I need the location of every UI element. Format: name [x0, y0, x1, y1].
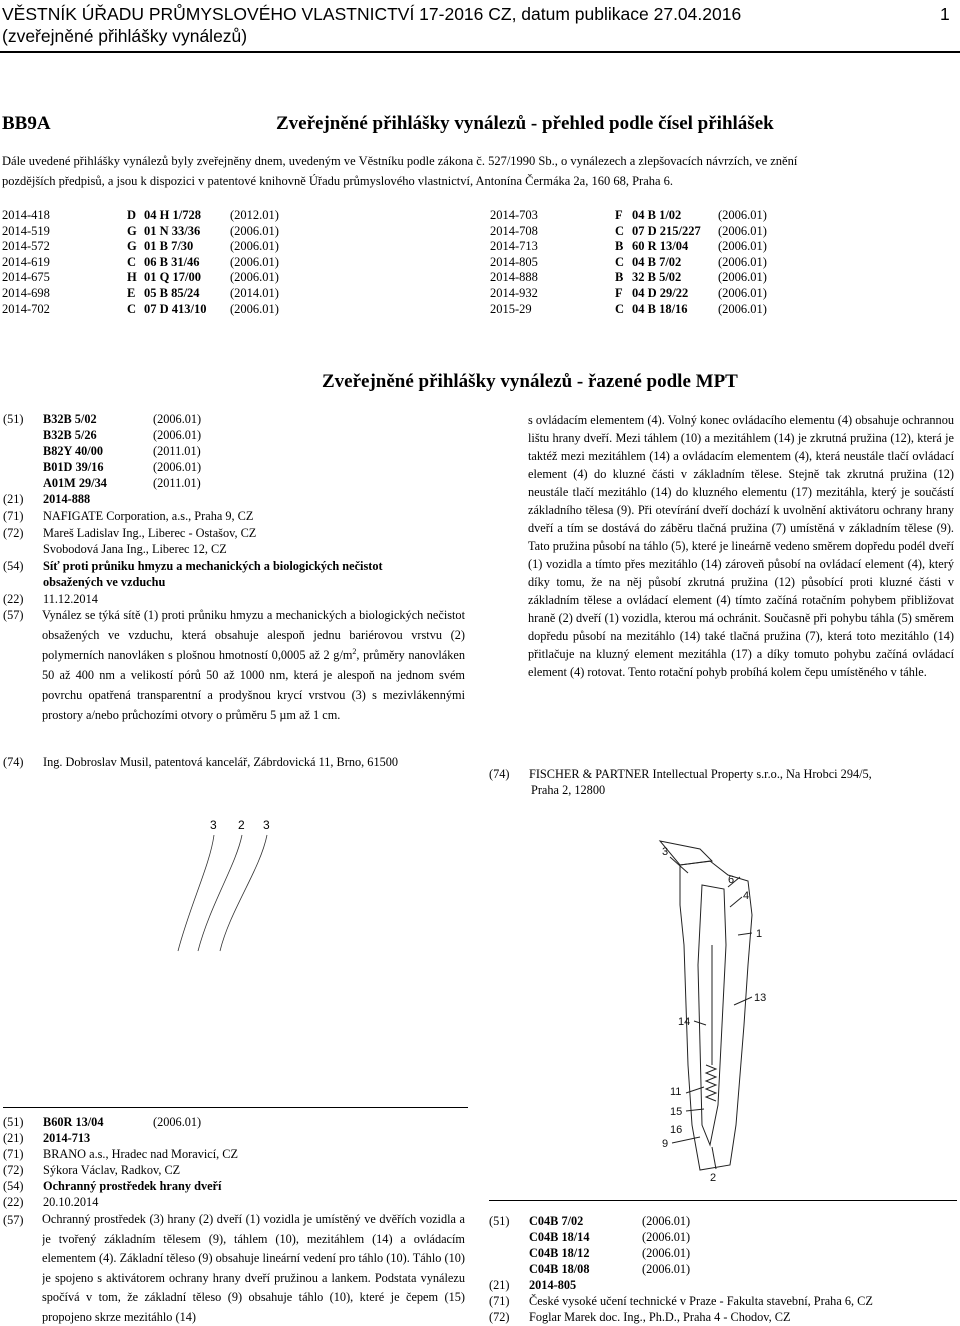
ipc-class: 01 B 7/30 [144, 239, 194, 254]
application-number: 2014-619 [2, 254, 50, 269]
entry1-figure [170, 815, 290, 955]
fig-label: 6 [728, 874, 735, 886]
ipc-class: A01M 29/34 [43, 476, 107, 490]
abstract-text: Vynález se týká sítě (1) proti průniku hmyzu a mechanických a biologických nečistot obsažených ve vzduchu, která obsahuje alespoň jednu bariérovou vrstvu (2) polymerních nanovláken s plošnou hmotností 0,0005 až 2 g/m [42, 608, 465, 662]
fig-label: 16 [670, 1124, 683, 1136]
field-label: (51) [489, 1214, 510, 1228]
ipc-class: C04B 18/12 [529, 1246, 590, 1260]
field-label: (72) [3, 526, 24, 540]
fig-label: 3 [662, 846, 669, 858]
ipc-version: (2006.01) [642, 1230, 691, 1244]
ipc-version: (2011.01) [153, 444, 201, 458]
field-label: (57) [3, 1213, 24, 1227]
inventor: Svobodová Jana Ing., Liberec 12, CZ [43, 542, 227, 556]
fig-body-outline [680, 861, 752, 1170]
invention-title: Síť proti průniku hmyzu a mechanických a biologických nečistot [43, 559, 383, 573]
ipc-class: 04 B 7/02 [632, 254, 682, 269]
ipc-class: C04B 7/02 [529, 1214, 584, 1228]
abstract-text-cont: , průměry nanovláken 50 až 400 nm a velikostí pórů 50 až 1000 nm, která je alespoň na jednom svém povrchu opatřená transparentní a prodyšnou krycí vrstvou (3) s mezivlákennými prostory a/nebo průchozími otvory o průměru 5 µm až 1 cm. [42, 648, 465, 722]
inventor: Mareš Ladislav Ing., Liberec - Ostašov, CZ [43, 526, 257, 540]
ipc-class: B32B 5/02 [43, 412, 97, 426]
fig-label: 15 [670, 1106, 683, 1118]
fig-leader-line [672, 1137, 700, 1143]
fig-label: 3 [263, 818, 270, 832]
ipc-class: 04 B 1/02 [632, 208, 682, 222]
entry-separator-left [3, 1107, 468, 1108]
ipc-version: (2006.01) [230, 223, 279, 238]
ipc-class: 05 B 85/24 [144, 286, 200, 300]
ipc-section: C [615, 301, 625, 316]
field-label: (71) [3, 509, 24, 523]
fig-leader-line [670, 857, 688, 873]
field-label: (72) [489, 1310, 510, 1324]
ipc-version: (2006.01) [153, 1115, 202, 1129]
abstract-sup: 2 [352, 646, 357, 656]
ipc-section: E [127, 286, 136, 300]
applicant: NAFIGATE Corporation, a.s., Praha 9, CZ [43, 509, 254, 523]
ipc-section: F [615, 286, 623, 300]
header-rule [0, 51, 960, 53]
ipc-class: 01 Q 17/00 [144, 270, 201, 285]
field-label: (74) [489, 767, 510, 781]
header-title: VĚSTNÍK ÚŘADU PRŮMYSLOVÉHO VLASTNICTVÍ 17-2016 CZ, datum publikace 27.04.2016 [2, 4, 742, 24]
ipc-version: (2006.01) [718, 223, 767, 238]
fig-label: 14 [678, 1016, 691, 1028]
ipc-version: (2006.01) [642, 1246, 691, 1260]
field-label: (22) [3, 592, 24, 606]
inventor: Sýkora Václav, Radkov, CZ [43, 1163, 181, 1177]
ipc-class: 32 B 5/02 [632, 270, 682, 285]
filing-date: 20.10.2014 [43, 1195, 99, 1209]
application-number: 2014-703 [490, 208, 538, 222]
field-label: (72) [3, 1163, 24, 1177]
ipc-version: (2006.01) [718, 286, 767, 300]
application-number: 2014-698 [2, 286, 50, 300]
fig-label: 11 [670, 1086, 682, 1098]
ipc-section: B [615, 270, 624, 285]
fig-leader-line [178, 835, 214, 951]
ipc-version: (2006.01) [230, 301, 279, 316]
entry2-abstract-continued: s ovládacím elementem (4). Volný konec ovládacího elementu (4) obsahuje ochrannou lištu hrany dveří. Mezi táhlem (10) a mezitáhlem (14) je zkrutná pružina (12), která je taktéž mezi mezitáhlem (14) a ovládacím elementem (4), která neustále tlačí ovládací element (4) do kluzné části v základním tělese. Stejně tak zkrutná pružina (12) neustále tlačí mezitáhlo (14) do kluzného elementu (17) mezitáhla, který je součástí základního tělesa (9). Při otevírání dveří dochází k uvolnění aktivátoru ochrany hrany dveří a tím se dostává do záběru tlačná pružina (7) umístěná v základním tělese (9). Tato pružina působí na táhlo (5), které je lineárně vedeno směrem dopředu podél dveří (1) vozidla a tímto přes mezitáhlo (14) zároveň působí na ovládací element (4), který díky tomu, že na něj působí zkrutná pružina (12) působící proti kluzné části v základním tělese a ovládací element (4) tímto začíná rotačním pohybem přibližovat hraně (2) dveří (1) vozidla, kterou má ochránit. Současně při pohybu táhla (5) směrem dopředu působí na mezitáhlo (14) také tlačná pružina (7), která toto mezitáhlo (14) přitlačuje na kluzný element mezitáhla (17) a díky tomuto pohybu začíná ovládací element (4) rotovat. Tento rotační pohyb probíhá kolem čepu umístěného v táhle. [528, 413, 954, 679]
section2-title: Zveřejněné přihlášky vynálezů - řazené podle MPT [322, 371, 738, 392]
application-number: 2014-675 [2, 270, 50, 285]
intro-line-1: Dále uvedené přihlášky vynálezů byly zveřejněny dnem, uvedeným ve Věstníku podle zákona č. 527/1990 Sb., o vynálezech a zlepšovacích návrzích, ve znění [2, 154, 798, 168]
ipc-version: (2011.01) [153, 476, 201, 490]
application-number: 2014-713 [490, 239, 538, 254]
fig-label: 2 [238, 818, 245, 832]
fig-leader-line [738, 933, 752, 935]
invention-title-cont: obsažených ve vzduchu [43, 575, 166, 589]
application-number: 2014-805 [490, 254, 538, 269]
header-subtitle: (zveřejněné přihlášky vynálezů) [2, 26, 248, 46]
section-title: Zveřejněné přihlášky vynálezů - přehled podle čísel přihlášek [276, 113, 774, 134]
attorney: FISCHER & PARTNER Intellectual Property s.r.o., Na Hrobci 294/5, [529, 767, 872, 781]
fig-leader-line [694, 1021, 706, 1025]
fig-label: 4 [743, 890, 750, 902]
intro-line-2: pozdějších předpisů, a jsou k dispozici v patentové knihovně Úřadu průmyslového vlastnictví, Antonína Čermáka 2a, 160 68, Praha 6. [2, 174, 674, 188]
entry1-abstract [42, 605, 465, 725]
ipc-version: (2006.01) [153, 428, 202, 442]
fig-spring [706, 1065, 716, 1101]
field-label: (71) [3, 1147, 24, 1161]
fig-label: 3 [210, 818, 217, 832]
ipc-version: (2006.01) [153, 460, 202, 474]
application-number: 2014-932 [490, 286, 538, 300]
fig-leader-line [730, 897, 742, 907]
ipc-class: 60 R 13/04 [632, 239, 689, 254]
application-number: 2014-702 [2, 301, 50, 316]
ipc-version: (2006.01) [718, 239, 767, 254]
ipc-version: (2006.01) [230, 239, 279, 254]
field-label: (21) [489, 1278, 510, 1292]
fig-label: 2 [710, 1172, 717, 1184]
entry2-abstract: Ochranný prostředek (3) hrany (2) dveří (1) vozidla je umístěný ve dvěřích vozidla a je tvořený základním tělesem (9), táhlem (10), mezitáhlem (14) a ovládacím elementem (4). Základní těleso (9) obsahuje lineární vedení pro táhlo (10). Táhlo (10) je spojeno s aktivátorem ochrany hrany dveří pružinou a lankem. Podstata vynálezu spočívá v tom, že základní těleso (9) obsahuje táhlo (10), které je čepem (15) propojeno skrze mezitáhlo (14) [42, 1212, 465, 1324]
ipc-section: C [127, 254, 137, 269]
ipc-version: (2012.01) [230, 208, 279, 222]
ipc-version: (2006.01) [642, 1262, 691, 1276]
ipc-version: (2006.01) [642, 1214, 691, 1228]
ipc-section: D [127, 208, 137, 222]
field-label: (21) [3, 1131, 24, 1145]
ipc-version: (2006.01) [230, 270, 279, 285]
invention-title: Ochranný prostředek hrany dveří [43, 1179, 222, 1193]
ipc-section: G [127, 223, 137, 238]
ipc-class: B32B 5/26 [43, 428, 97, 442]
field-label: (51) [3, 1115, 24, 1129]
page-number: 1 [940, 4, 950, 24]
fig-leader-line [198, 835, 242, 951]
fig-label: 9 [662, 1138, 669, 1150]
ipc-version: (2006.01) [718, 301, 767, 316]
ipc-class: 06 B 31/46 [144, 254, 200, 269]
application-number: 2014-708 [490, 223, 538, 238]
fig-label: 1 [756, 928, 763, 940]
field-label: (22) [3, 1195, 24, 1209]
ipc-section: B [615, 239, 624, 254]
ipc-class: 04 B 18/16 [632, 301, 688, 316]
ipc-version: (2006.01) [230, 254, 279, 269]
filing-date: 11.12.2014 [43, 592, 98, 606]
ipc-class: B60R 13/04 [43, 1115, 104, 1129]
application-number: 2014-888 [490, 270, 538, 285]
application-number: 2015-29 [490, 301, 532, 316]
ipc-section: G [127, 239, 137, 254]
section-intro [2, 153, 960, 190]
entry-separator-right [489, 1200, 957, 1201]
fig-label: 13 [754, 992, 767, 1004]
ipc-version: (2006.01) [153, 412, 202, 426]
field-label: (74) [3, 755, 24, 769]
application-number: 2014-519 [2, 223, 50, 238]
field-label: (21) [3, 492, 24, 506]
ipc-class: 04 D 29/22 [632, 286, 689, 300]
ipc-section: C [615, 223, 625, 238]
section-code: BB9A [2, 113, 51, 134]
attorney-cont: Praha 2, 12800 [531, 783, 606, 797]
ipc-class: 07 D 215/227 [632, 223, 701, 238]
journal-header [2, 3, 952, 47]
field-label: (54) [3, 559, 24, 573]
ipc-section: H [127, 270, 137, 285]
application-number: 2014-713 [43, 1131, 91, 1145]
ipc-version: (2006.01) [718, 254, 767, 269]
ipc-class: C04B 18/14 [529, 1230, 590, 1244]
ipc-section: F [615, 208, 623, 222]
field-label: (51) [3, 412, 24, 426]
ipc-class: C04B 18/08 [529, 1262, 590, 1276]
ipc-version: (2014.01) [230, 286, 279, 300]
ipc-version: (2006.01) [718, 208, 767, 222]
fig-leader-line [734, 997, 752, 1005]
application-number: 2014-572 [2, 239, 50, 254]
ipc-class: 04 H 1/728 [144, 208, 201, 222]
inventor: Foglar Marek doc. Ing., Ph.D., Praha 4 - Chodov, CZ [529, 1310, 791, 1324]
field-label: (57) [3, 608, 24, 622]
field-label: (54) [3, 1179, 24, 1193]
ipc-class: B01D 39/16 [43, 460, 104, 474]
application-number: 2014-888 [43, 492, 91, 506]
ipc-section: C [615, 254, 625, 269]
application-number: 2014-418 [2, 208, 50, 222]
entry2-figure [640, 825, 810, 1185]
ipc-class: 01 N 33/36 [144, 223, 201, 238]
fig-leader-line [712, 1147, 716, 1169]
applicant: BRANO a.s., Hradec nad Moravicí, CZ [43, 1147, 238, 1161]
ipc-section: C [127, 301, 137, 316]
application-number: 2014-805 [529, 1278, 577, 1292]
field-label: (71) [489, 1294, 510, 1308]
fig-leader-line [220, 835, 267, 951]
ipc-class: 07 D 413/10 [144, 301, 207, 316]
ipc-class: B82Y 40/00 [43, 444, 104, 458]
attorney: Ing. Dobroslav Musil, patentová kancelář, Zábrdovická 11, Brno, 61500 [43, 755, 399, 769]
ipc-version: (2006.01) [718, 270, 767, 285]
applicant: České vysoké učení technické v Praze - Fakulta stavební, Praha 6, CZ [529, 1294, 873, 1308]
